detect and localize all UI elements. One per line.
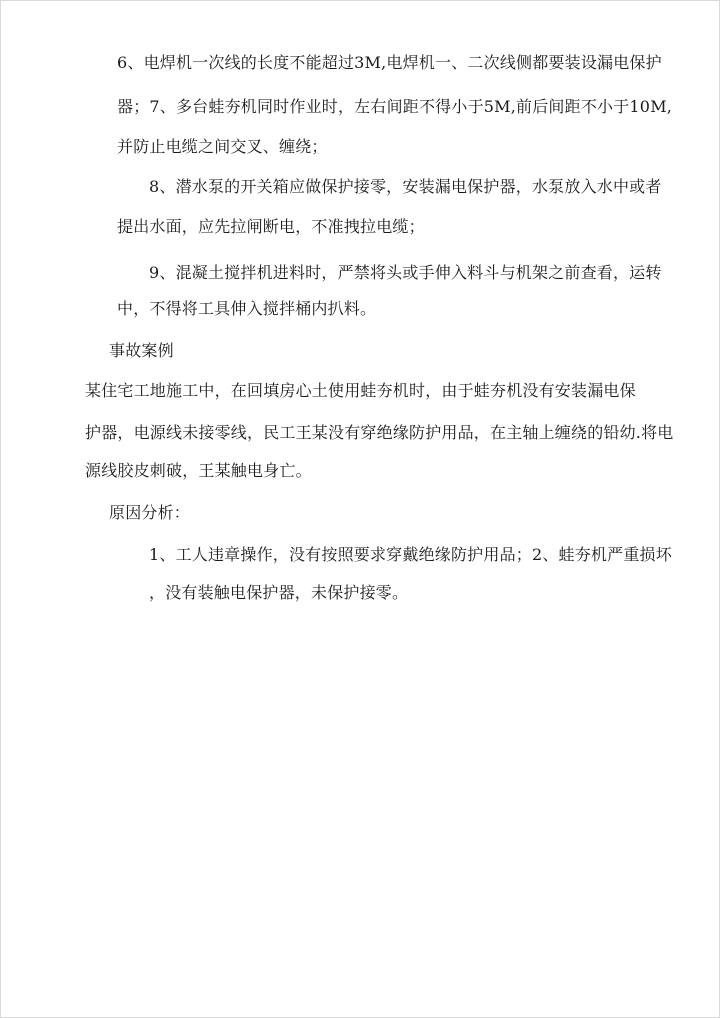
analysis-heading: 原因分析：: [109, 503, 191, 522]
case-line-2: 护器，电源线未接零线，民工王某没有穿绝缘防护用品，在主轴上缠绕的铅幼.将电: [85, 423, 674, 442]
item-6-line-3: 并防止电缆之间交叉、缠绕；: [117, 137, 328, 156]
case-line-3: 源线胶皮刺破，王某触电身亡。: [85, 461, 312, 480]
analysis-line-2: ，没有装触电保护器，未保护接零。: [149, 583, 409, 602]
item-8-line-2: 提出水面，应先拉闸断电，不准拽拉电缆；: [117, 217, 425, 236]
item-9-line-2: 中，不得将工具伸入搅拌桶内扒料。: [117, 299, 377, 318]
item-9-line-1: 9、混凝土搅拌机进料时，严禁将头或手伸入料斗与机架之前查看，运转: [149, 263, 662, 282]
item-6-line-2: 器；7、多台蛙夯机同时作业时，左右间距不得小于5M,前后间距不小于10M,: [117, 97, 673, 116]
case-heading: 事故案例: [109, 341, 174, 360]
item-6-line-1: 6、电焊机一次线的长度不能超过3M,电焊机一、二次线侧都要装设漏电保护: [117, 53, 662, 72]
case-line-1: 某住宅工地施工中，在回填房心土使用蛙夯机时，由于蛙夯机没有安装漏电保: [85, 381, 636, 400]
item-8-line-1: 8、潜水泵的开关箱应做保护接零，安装漏电保护器，水泵放入水中或者: [149, 177, 662, 196]
analysis-line-1: 1、工人违章操作，没有按照要求穿戴绝缘防护用品；2、蛙夯机严重损坏: [149, 545, 672, 564]
